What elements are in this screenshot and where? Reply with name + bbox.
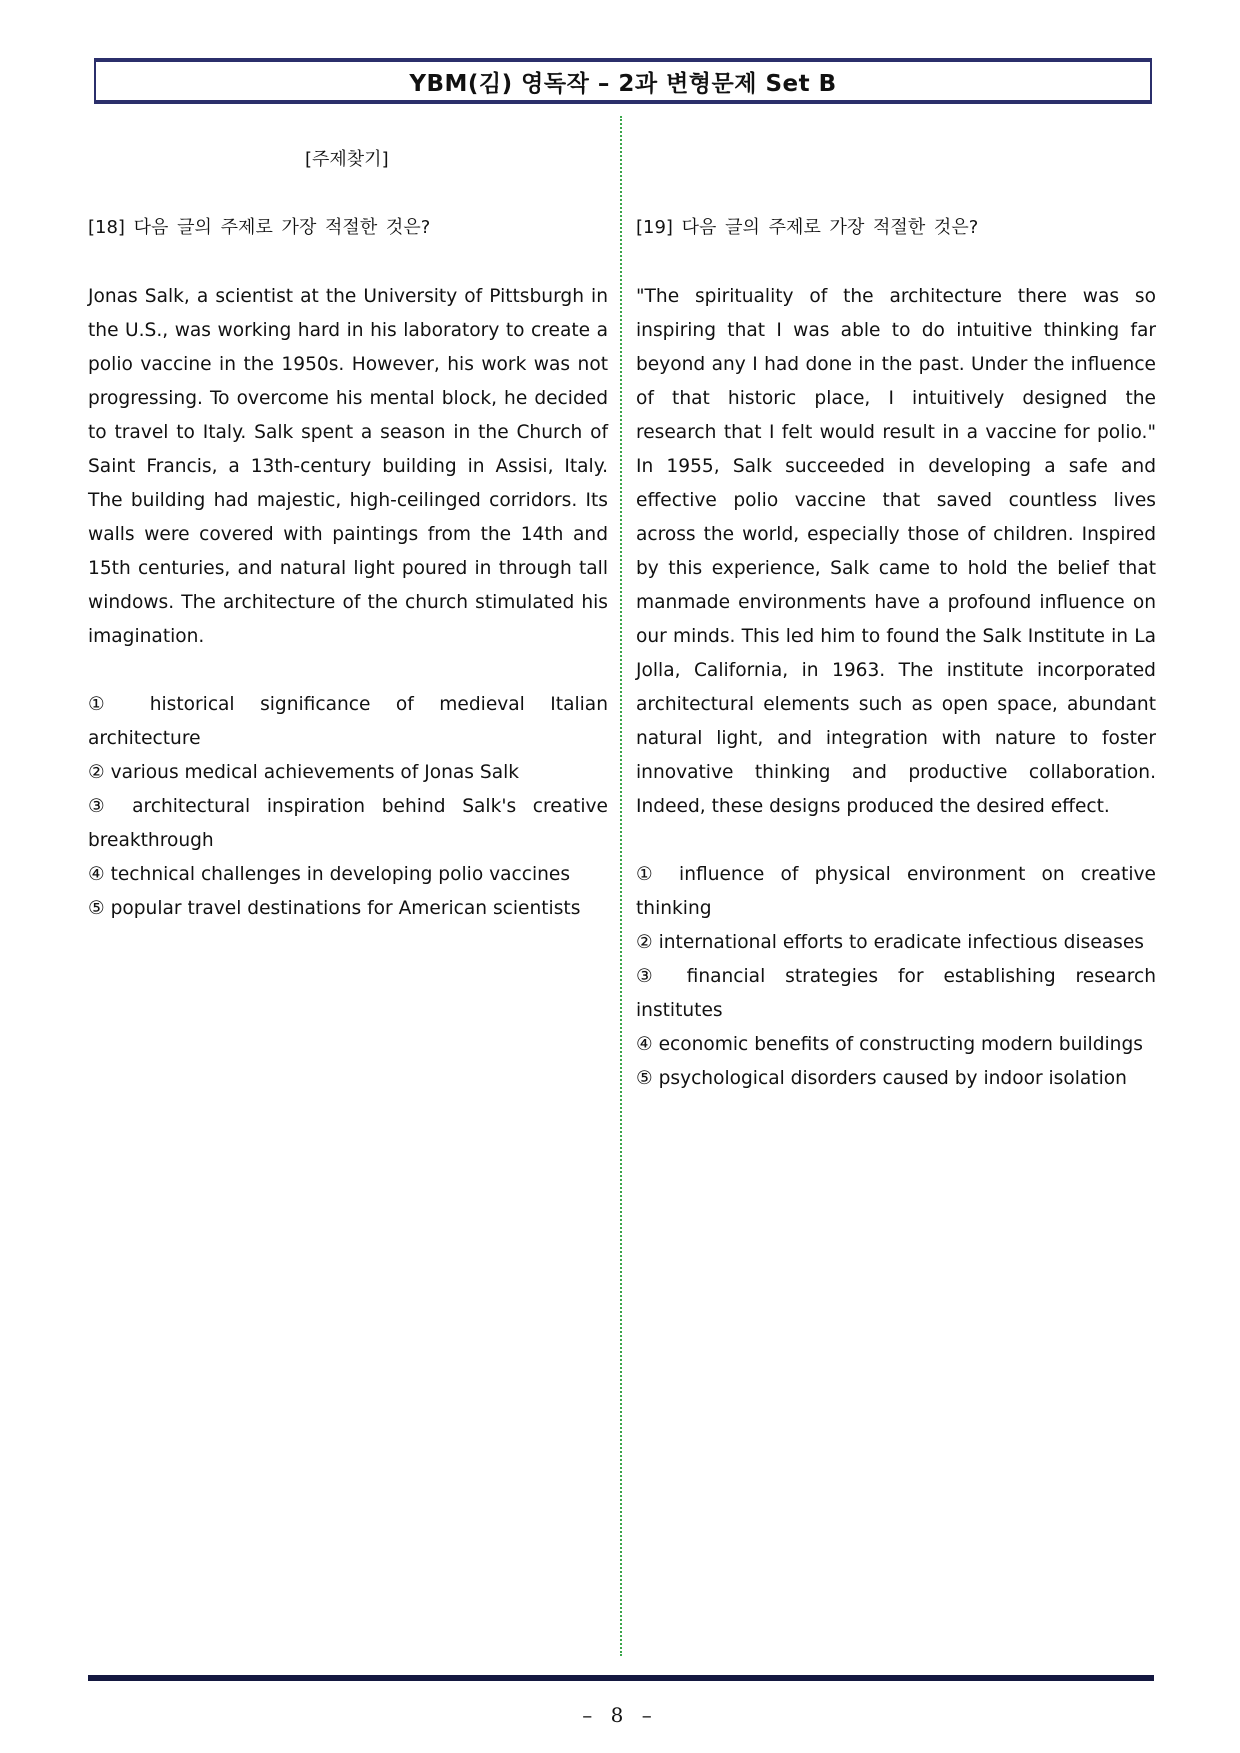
question-18-title: [18] 다음 글의 주제로 가장 적절한 것은? <box>88 217 431 238</box>
question-18-choices <box>88 688 608 926</box>
choice-5[interactable]: ⑤ psychological disorders caused by indoor isolation <box>636 1068 1127 1089</box>
choice-1[interactable]: ① historical significance of medieval Italian architecture <box>88 694 608 749</box>
page-number: – 8 – <box>582 1703 658 1727</box>
footer-rule <box>88 1675 1154 1681</box>
choice-2[interactable]: ② international efforts to eradicate infectious diseases <box>636 932 1144 953</box>
choice-1[interactable]: ① influence of physical environment on creative thinking <box>636 864 1156 919</box>
page-title: YBM(김) 영독작 – 2과 변형문제 Set B <box>409 70 837 97</box>
question-19-title: [19] 다음 글의 주제로 가장 적절한 것은? <box>636 217 979 238</box>
choice-3[interactable]: ③ financial strategies for establishing research institutes <box>636 966 1156 1021</box>
column-divider <box>620 116 622 1656</box>
question-18-passage: Jonas Salk, a scientist at the University of Pittsburgh in the U.S., was working hard in his laboratory to create a polio vaccine in the 1950s. However, his work was not progressing. To overcome his mental block, he decided to travel to Italy. Salk spent a season in the Church of Saint Francis, a 13th-century building in Assisi, Italy. The building had majestic, high-ceilinged corridors. Its walls were covered with paintings from the 14th and 15th centuries, and natural light poured in through tall windows. The architecture of the church stimulated his imagination. <box>88 286 608 647</box>
question-19-passage: "The spirituality of the architecture there was so inspiring that I was able to do intuitive thinking far beyond any I had done in the past. Under the influence of that historic place, I intuitively designed the research that I felt would result in a vaccine for polio." In 1955, Salk succeeded in developing a safe and effective polio vaccine that saved countless lives across the world, especially those of children. Inspired by this experience, Salk came to hold the belief that manmade environments have a profound influence on our minds. This led him to found the Salk Institute in La Jolla, California, in 1963. The institute incorporated architectural elements such as open space, abundant natural light, and integration with nature to foster innovative thinking and productive collaboration. Indeed, these designs produced the desired effect. <box>636 286 1156 817</box>
section-label: [주제찾기] <box>305 149 389 170</box>
choice-4[interactable]: ④ economic benefits of constructing modern buildings <box>636 1034 1143 1055</box>
choice-2[interactable]: ② various medical achievements of Jonas Salk <box>88 762 520 783</box>
choice-4[interactable]: ④ technical challenges in developing polio vaccines <box>88 864 571 885</box>
question-19-choices <box>636 858 1156 1096</box>
choice-5[interactable]: ⑤ popular travel destinations for American scientists <box>88 898 581 919</box>
choice-3[interactable]: ③ architectural inspiration behind Salk's creative breakthrough <box>88 796 608 851</box>
page-header <box>94 58 1152 104</box>
